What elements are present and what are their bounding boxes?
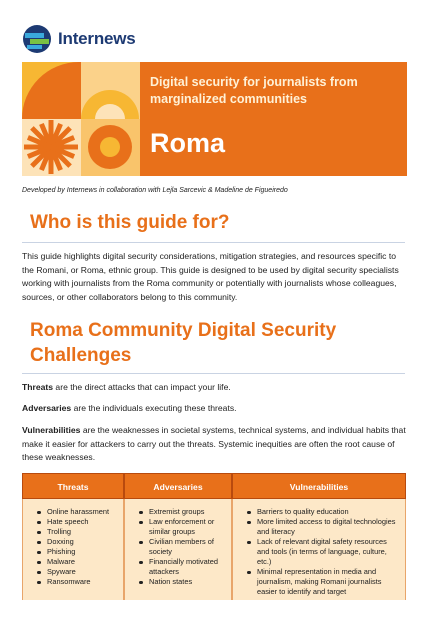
adversaries-column: [124, 499, 232, 600]
vulnerabilities-definition: [22, 424, 407, 465]
list-item: Minimal representation in media and journalism, making Romani journalists easier to identify and target: [247, 567, 399, 597]
threats-term: Threats: [22, 382, 54, 392]
internews-logo: [22, 24, 136, 54]
threats-column: [22, 499, 124, 600]
logo-text: Internews: [58, 29, 136, 48]
list-item: Civilian members of society: [139, 537, 225, 557]
list-item: Malware: [37, 557, 117, 567]
threats-definition: [22, 381, 407, 395]
adversaries-list: [139, 507, 225, 587]
adversaries-def-text: are the individuals executing these threats.: [71, 403, 237, 413]
list-item: Extremist groups: [139, 507, 225, 517]
table-body-row: [22, 499, 406, 600]
header-vulnerabilities: Vulnerabilities: [232, 473, 406, 499]
list-item: Spyware: [37, 567, 117, 577]
divider: [22, 373, 405, 374]
list-item: Doxxing: [37, 537, 117, 547]
table-header-row: [22, 473, 406, 499]
header-threats: Threats: [22, 473, 124, 499]
threats-def-text: are the direct attacks that can impact your life.: [53, 382, 231, 392]
banner-panel: [140, 62, 407, 176]
header-adversaries: Adversaries: [124, 473, 232, 499]
threats-list: [37, 507, 117, 587]
list-item: Hate speech: [37, 517, 117, 527]
vulnerabilities-column: [232, 499, 406, 600]
banner-subtitle: Digital security for journalists from marginalized communities: [150, 75, 358, 106]
list-item: Phishing: [37, 547, 117, 557]
internews-logo-icon: [22, 24, 52, 54]
list-item: Nation states: [139, 577, 225, 587]
banner-title: Roma: [150, 128, 226, 158]
section-heading-who: Who is this guide for?: [30, 212, 230, 233]
heading-line-2: Challenges: [30, 345, 132, 366]
list-item: Law enforcement or similar groups: [139, 517, 225, 537]
section-heading-challenges: [30, 318, 336, 368]
list-item: Barriers to quality education: [247, 507, 399, 517]
intro-paragraph: This guide highlights digital security considerations, mitigation strategies, and resources specific to the Romani, or Roma, ethnic group. This guide is designed to be used by digital security specialists working with journalists from the Roma community or potentially with journalists whose colleagues, sources, or other collaborators belong to this community.: [22, 251, 399, 302]
adversaries-definition: [22, 402, 407, 416]
vulnerabilities-list: [247, 507, 399, 597]
list-item: Lack of relevant digital safety resources and tools (in terms of language, culture, etc.): [247, 537, 399, 567]
list-item: Financially motivated attackers: [139, 557, 225, 577]
list-item: Online harassment: [37, 507, 117, 517]
list-item: More limited access to digital technologies and literacy: [247, 517, 399, 537]
vulnerabilities-term: Vulnerabilities: [22, 425, 81, 435]
credit-line: Developed by Internews in collaboration with Lejla Sarcevic & Madeline de Figueiredo: [22, 187, 288, 194]
adversaries-term: Adversaries: [22, 403, 72, 413]
hero-banner: [22, 62, 407, 176]
divider: [22, 242, 405, 243]
list-item: Ransomware: [37, 577, 117, 587]
vulnerabilities-def-text: are the weaknesses in societal systems, technical systems, and individual habits that make it easier for attackers to carry out the threats. Systemic inequities are often the root cause of these weaknesses.: [22, 425, 406, 463]
decorative-pattern: [22, 62, 140, 176]
list-item: Trolling: [37, 527, 117, 537]
heading-line-1: Roma Community Digital Security: [30, 320, 337, 341]
challenges-table: [22, 473, 406, 600]
